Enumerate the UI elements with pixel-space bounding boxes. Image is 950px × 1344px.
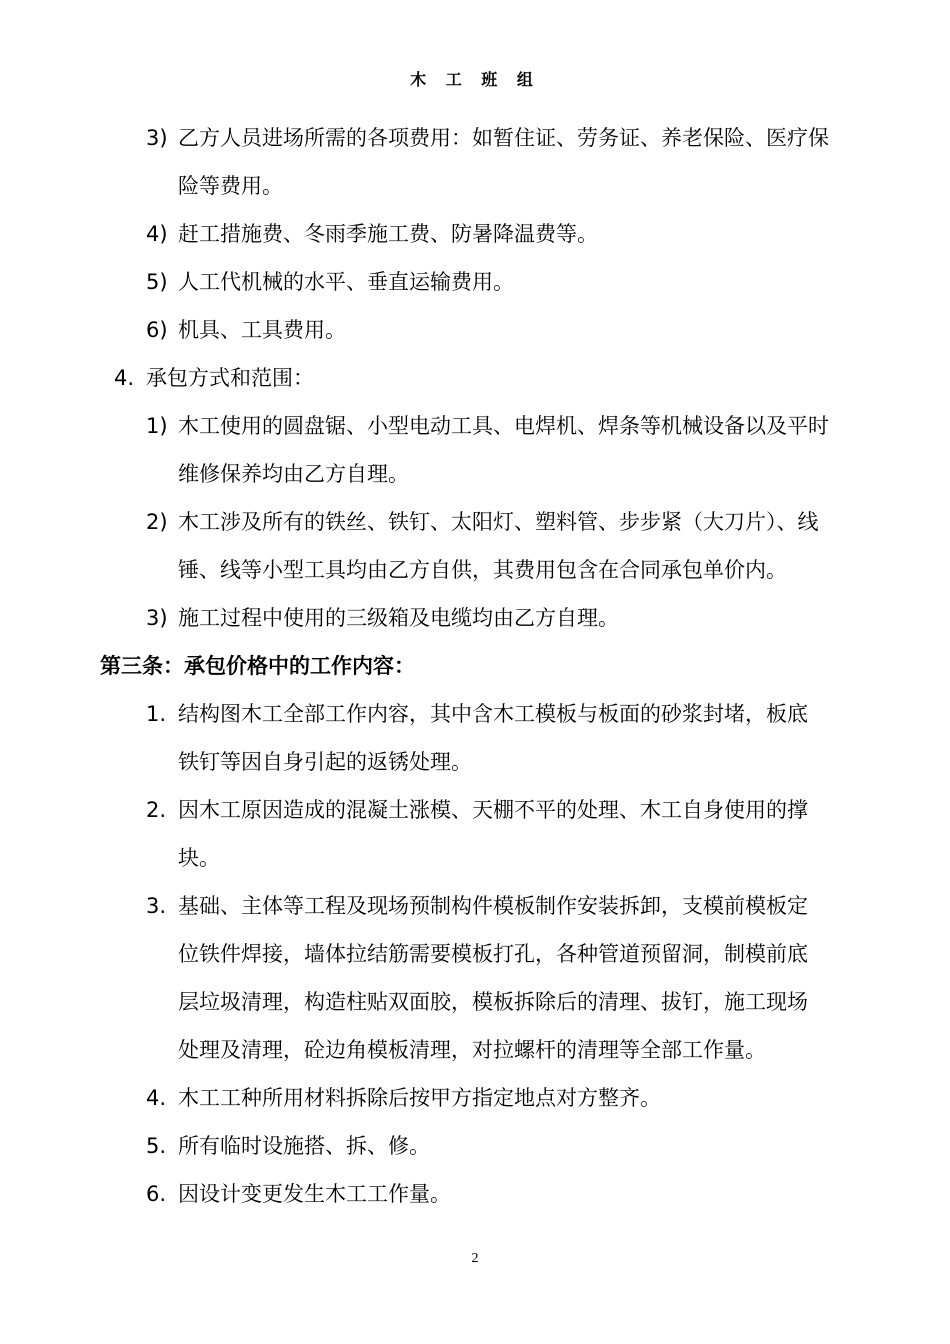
list-item-text: 位铁件焊接，墙体拉结筋需要模板打孔，各种管道预留洞，制模前底 bbox=[178, 942, 808, 966]
list-item-text: 因设计变更发生木工工作量。 bbox=[178, 1182, 451, 1206]
list-item-number: 1) bbox=[146, 414, 168, 438]
list-item-text: 层垃圾清理，构造柱贴双面胶，模板拆除后的清理、拔钉，施工现场 bbox=[178, 990, 808, 1014]
list-item-number: 5) bbox=[146, 270, 168, 294]
list-item-number: 6. bbox=[146, 1182, 167, 1206]
list-item-text: 人工代机械的水平、垂直运输费用。 bbox=[178, 270, 514, 294]
list-item-number: 2) bbox=[146, 510, 168, 534]
list-item-number: 4. bbox=[146, 1086, 167, 1110]
section-number: 4. bbox=[114, 366, 135, 390]
list-item-text: 块。 bbox=[178, 846, 220, 870]
list-item-text: 木工涉及所有的铁丝、铁钉、太阳灯、塑料管、步步紧（大刀片）、线 bbox=[178, 510, 819, 534]
article-heading: 第三条：承包价格中的工作内容： bbox=[100, 654, 415, 678]
list-item-text: 施工过程中使用的三级箱及电缆均由乙方自理。 bbox=[178, 606, 619, 630]
list-item-number: 3) bbox=[146, 606, 168, 630]
list-item-text: 木工工种所用材料拆除后按甲方指定地点对方整齐。 bbox=[178, 1086, 661, 1110]
list-item-text: 锤、线等小型工具均由乙方自供，其费用包含在合同承包单价内。 bbox=[178, 558, 787, 582]
list-item-text: 基础、主体等工程及现场预制构件模板制作安装拆卸，支模前模板定 bbox=[178, 894, 808, 918]
list-item-number: 5. bbox=[146, 1134, 167, 1158]
page-header-title: 木 工 班 组 bbox=[410, 70, 540, 89]
list-item-number: 4) bbox=[146, 222, 168, 246]
list-item-text: 因木工原因造成的混凝土涨模、天棚不平的处理、木工自身使用的撑 bbox=[178, 798, 808, 822]
list-item-number: 1. bbox=[146, 702, 167, 726]
list-item-text: 维修保养均由乙方自理。 bbox=[178, 462, 409, 486]
section-title: 承包方式和范围： bbox=[146, 366, 314, 390]
list-item-text: 木工使用的圆盘锯、小型电动工具、电焊机、焊条等机械设备以及平时 bbox=[178, 414, 829, 438]
list-item-text: 所有临时设施搭、拆、修。 bbox=[178, 1134, 430, 1158]
list-item-text: 处理及清理，砼边角模板清理，对拉螺杆的清理等全部工作量。 bbox=[178, 1038, 766, 1062]
list-item-text: 赶工措施费、冬雨季施工费、防暑降温费等。 bbox=[178, 222, 598, 246]
list-item-text: 铁钉等因自身引起的返锈处理。 bbox=[178, 750, 472, 774]
list-item-number: 3. bbox=[146, 894, 167, 918]
list-item-text: 机具、工具费用。 bbox=[178, 318, 346, 342]
list-item-number: 2. bbox=[146, 798, 167, 822]
list-item-text: 乙方人员进场所需的各项费用：如暂住证、劳务证、养老保险、医疗保 bbox=[178, 126, 829, 150]
list-item-text: 险等费用。 bbox=[178, 174, 283, 198]
list-item-number: 6) bbox=[146, 318, 168, 342]
list-item-number: 3) bbox=[146, 126, 168, 150]
list-item-text: 结构图木工全部工作内容，其中含木工模板与板面的砂浆封堵，板底 bbox=[178, 702, 808, 726]
page-number: 2 bbox=[471, 1251, 479, 1266]
